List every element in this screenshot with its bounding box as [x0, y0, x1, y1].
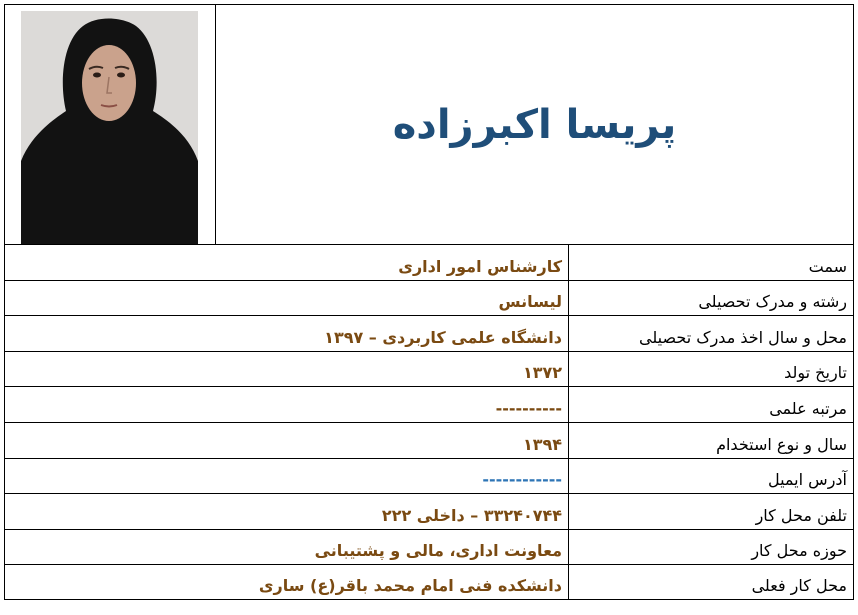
info-row [4, 422, 854, 458]
row-label-position: سمت [568, 245, 853, 280]
info-row [4, 458, 854, 494]
row-value-work-area: معاونت اداری، مالی و پشتیبانی [314, 541, 562, 561]
row-label-current-workplace: محل کار فعلی [568, 565, 853, 599]
info-row [4, 280, 854, 316]
row-label-employment: سال و نوع استخدام [568, 423, 853, 458]
info-table [4, 244, 854, 600]
info-row [4, 529, 854, 565]
row-label-work-area: حوزه محل کار [568, 530, 853, 565]
row-value-email: ------------ [482, 470, 562, 490]
profile-card [4, 4, 854, 612]
row-value-current-workplace: دانشکده فنی امام محمد باقر(ع) ساری [258, 575, 562, 595]
row-label-degree: رشته و مدرک تحصیلی [568, 281, 853, 316]
row-value-academic-rank: ---------- [495, 398, 562, 418]
photo-cell [5, 5, 216, 244]
row-value-work-phone: ۳۳۲۴۰۷۴۴ – داخلی ۲۲۲ [381, 505, 562, 525]
profile-photo [21, 11, 198, 244]
row-value-position: کارشناس امور اداری [398, 256, 562, 276]
person-name: پریسا اکبرزاده [392, 101, 677, 148]
info-row [4, 351, 854, 387]
row-value-employment: ۱۳۹۴ [522, 434, 562, 454]
row-value-degree-place-year: دانشگاه علمی کاربردی – ۱۳۹۷ [324, 327, 562, 347]
row-label-academic-rank: مرتبه علمی [568, 387, 853, 422]
info-row [4, 386, 854, 422]
row-value-birth-date: ۱۳۷۲ [522, 363, 562, 383]
info-row [4, 315, 854, 351]
profile-header [4, 4, 854, 244]
row-label-birth-date: تاریخ تولد [568, 352, 853, 387]
info-row [4, 244, 854, 280]
info-row [4, 493, 854, 529]
row-label-degree-place-year: محل و سال اخذ مدرک تحصیلی [568, 316, 853, 351]
row-value-degree: لیسانس [498, 292, 562, 312]
row-label-work-phone: تلفن محل کار [568, 494, 853, 529]
info-row [4, 564, 854, 600]
row-label-email: آدرس ایمیل [568, 459, 853, 494]
